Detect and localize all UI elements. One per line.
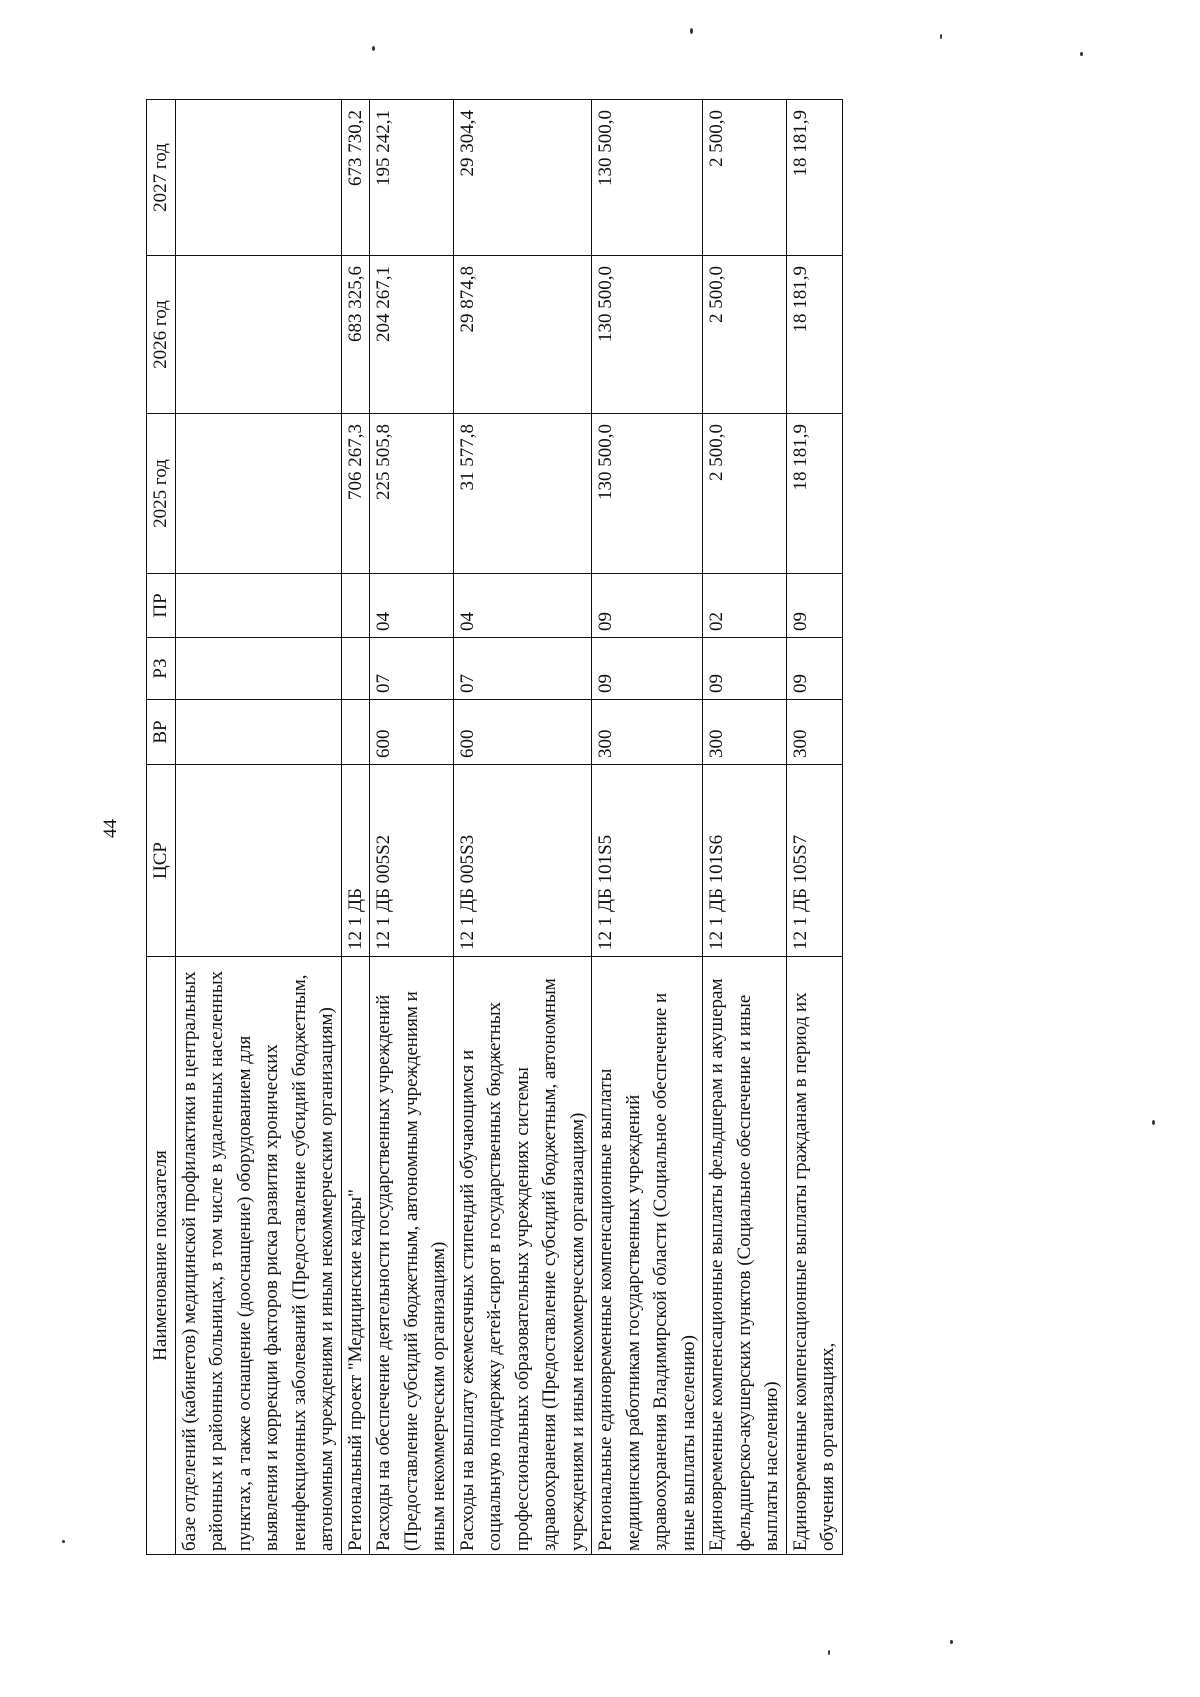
rz-code bbox=[175, 638, 341, 700]
csr-code bbox=[175, 765, 341, 957]
pr-code: 02 bbox=[703, 574, 787, 638]
amount-2025: 2 500,0 bbox=[703, 414, 787, 574]
scan-speck bbox=[62, 1540, 65, 1543]
amount-2027: 2 500,0 bbox=[703, 100, 787, 256]
amount-2026: 130 500,0 bbox=[592, 256, 703, 414]
csr-code: 12 1 ДБ 101S5 bbox=[592, 765, 703, 957]
table-row bbox=[341, 100, 370, 1555]
rz-code bbox=[341, 638, 370, 700]
amount-2026 bbox=[175, 256, 341, 414]
header-vr: ВР bbox=[147, 700, 176, 765]
header-year-2026: 2026 год bbox=[147, 256, 176, 414]
indicator-name: Расходы на обеспечение деятельности государственных учреждений (Предоставление субсидий бюджетным, автономным учреждениям и иным некоммерческим организациям) bbox=[370, 957, 454, 1555]
header-pr: ПР bbox=[147, 574, 176, 638]
amount-2025: 18 181,9 bbox=[786, 414, 842, 574]
amount-2027: 195 242,1 bbox=[370, 100, 454, 256]
csr-code: 12 1 ДБ bbox=[341, 765, 370, 957]
vr-code: 600 bbox=[453, 700, 592, 765]
amount-2025: 31 577,8 bbox=[453, 414, 592, 574]
indicator-name: Региональный проект "Медицинские кадры" bbox=[341, 957, 370, 1555]
table-row bbox=[175, 100, 341, 1555]
amount-2026: 204 267,1 bbox=[370, 256, 454, 414]
vr-code: 300 bbox=[592, 700, 703, 765]
vr-code: 300 bbox=[786, 700, 842, 765]
header-indicator-name: Наименование показателя bbox=[147, 957, 176, 1555]
amount-2026: 683 325,6 bbox=[341, 256, 370, 414]
scan-speck bbox=[828, 1650, 830, 1655]
vr-code: 600 bbox=[370, 700, 454, 765]
pr-code bbox=[341, 574, 370, 638]
amount-2027: 18 181,9 bbox=[786, 100, 842, 256]
csr-code: 12 1 ДБ 005S2 bbox=[370, 765, 454, 957]
pr-code bbox=[175, 574, 341, 638]
table-row bbox=[370, 100, 454, 1555]
indicator-name: Расходы на выплату ежемесячных стипендий обучающимся и социальную поддержку детей-сирот в государственных бюджетных профессиональных образовательных учреждениях системы здравоохранения (Предоставление субсидий бюджетным, автономным учреждениям и иным некоммерческим организациям) bbox=[453, 957, 592, 1555]
scan-speck bbox=[690, 28, 693, 34]
csr-code: 12 1 ДБ 101S6 bbox=[703, 765, 787, 957]
rz-code: 09 bbox=[703, 638, 787, 700]
csr-code: 12 1 ДБ 105S7 bbox=[786, 765, 842, 957]
amount-2025: 130 500,0 bbox=[592, 414, 703, 574]
table-row bbox=[703, 100, 787, 1555]
amount-2025: 225 505,8 bbox=[370, 414, 454, 574]
amount-2027: 29 304,4 bbox=[453, 100, 592, 256]
pr-code: 09 bbox=[786, 574, 842, 638]
header-year-2027: 2027 год bbox=[147, 100, 176, 256]
rz-code: 07 bbox=[370, 638, 454, 700]
scan-speck bbox=[372, 46, 375, 51]
header-row bbox=[147, 100, 176, 1555]
scan-speck bbox=[940, 34, 942, 39]
vr-code bbox=[341, 700, 370, 765]
rz-code: 09 bbox=[786, 638, 842, 700]
indicator-name: Единовременные компенсационные выплаты гражданам в период их обучения в организациях, bbox=[786, 957, 842, 1555]
csr-code: 12 1 ДБ 005S3 bbox=[453, 765, 592, 957]
amount-2026: 18 181,9 bbox=[786, 256, 842, 414]
amount-2027: 130 500,0 bbox=[592, 100, 703, 256]
indicator-name: Региональные единовременные компенсационные выплаты медицинским работникам государственных учреждений здравоохранения Владимирской области (Социальное обеспечение и иные выплаты населению) bbox=[592, 957, 703, 1555]
header-year-2025: 2025 год bbox=[147, 414, 176, 574]
budget-table-container bbox=[146, 100, 1111, 1555]
amount-2026: 29 874,8 bbox=[453, 256, 592, 414]
page-number: 44 bbox=[100, 819, 121, 838]
amount-2025: 706 267,3 bbox=[341, 414, 370, 574]
table-row bbox=[592, 100, 703, 1555]
budget-table bbox=[146, 99, 843, 1555]
rz-code: 07 bbox=[453, 638, 592, 700]
amount-2027 bbox=[175, 100, 341, 256]
amount-2025 bbox=[175, 414, 341, 574]
indicator-name: базе отделений (кабинетов) медицинской профилактики в центральных районных и районных больницах, в том числе в удаленных населенных пунктах, а также оснащение (дооснащение) оборудованием для выявления и коррекции факторов риска развития хронических неинфекционных заболеваний (Предоставление субсидий бюджетным, автономным учреждениям и иным некоммерческим организациям) bbox=[175, 957, 341, 1555]
scan-speck bbox=[1152, 1120, 1155, 1125]
scan-speck bbox=[950, 1640, 953, 1644]
scan-speck bbox=[1080, 52, 1083, 56]
amount-2026: 2 500,0 bbox=[703, 256, 787, 414]
header-csr: ЦСР bbox=[147, 765, 176, 957]
rz-code: 09 bbox=[592, 638, 703, 700]
amount-2027: 673 730,2 bbox=[341, 100, 370, 256]
pr-code: 04 bbox=[453, 574, 592, 638]
table-row bbox=[786, 100, 842, 1555]
pr-code: 04 bbox=[370, 574, 454, 638]
pr-code: 09 bbox=[592, 574, 703, 638]
header-rz: РЗ bbox=[147, 638, 176, 700]
indicator-name: Единовременные компенсационные выплаты фельдшерам и акушерам фельдшерско-акушерских пунктов (Социальное обеспечение и иные выплаты населению) bbox=[703, 957, 787, 1555]
table-row bbox=[453, 100, 592, 1555]
vr-code: 300 bbox=[703, 700, 787, 765]
vr-code bbox=[175, 700, 341, 765]
